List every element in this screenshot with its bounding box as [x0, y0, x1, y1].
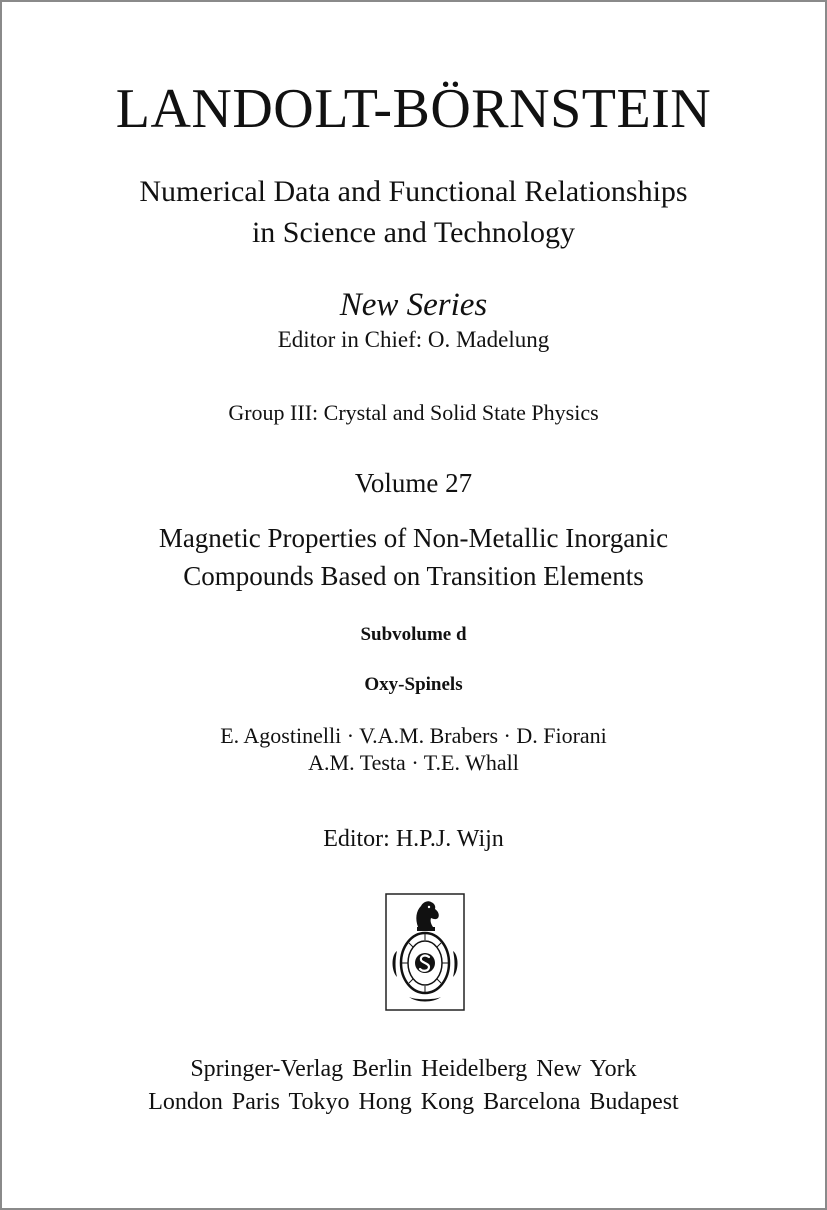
- springer-chess-knight-logo-icon: [385, 893, 465, 1011]
- authors-line-1: E. Agostinelli · V.A.M. Brabers · D. Fiorani: [220, 723, 607, 748]
- volume-title-line-2: Compounds Based on Transition Elements: [183, 561, 644, 591]
- publisher-line-1: Springer-Verlag Berlin Heidelberg New York: [190, 1056, 637, 1082]
- authors-line-2: A.M. Testa · T.E. Whall: [308, 750, 519, 775]
- volume-label: Volume 27: [354, 468, 473, 498]
- subvolume-title: Oxy-Spinels: [364, 674, 463, 695]
- subtitle-line-1: Numerical Data and Functional Relationships: [139, 175, 688, 208]
- subtitle-line-2: in Science and Technology: [251, 216, 576, 249]
- volume-editor: Editor: H.P.J. Wijn: [323, 826, 504, 852]
- volume-title-line-1: Magnetic Properties of Non-Metallic Inorganic: [158, 523, 669, 553]
- subvolume-label: Subvolume d: [360, 624, 467, 645]
- series-title: LANDOLT-BÖRNSTEIN: [115, 78, 712, 140]
- group-label: Group III: Crystal and Solid State Physics: [228, 400, 599, 425]
- publisher-line-2: London Paris Tokyo Hong Kong Barcelona Budapest: [148, 1089, 679, 1115]
- editor-in-chief: Editor in Chief: O. Madelung: [277, 327, 550, 352]
- new-series-label: New Series: [339, 287, 488, 323]
